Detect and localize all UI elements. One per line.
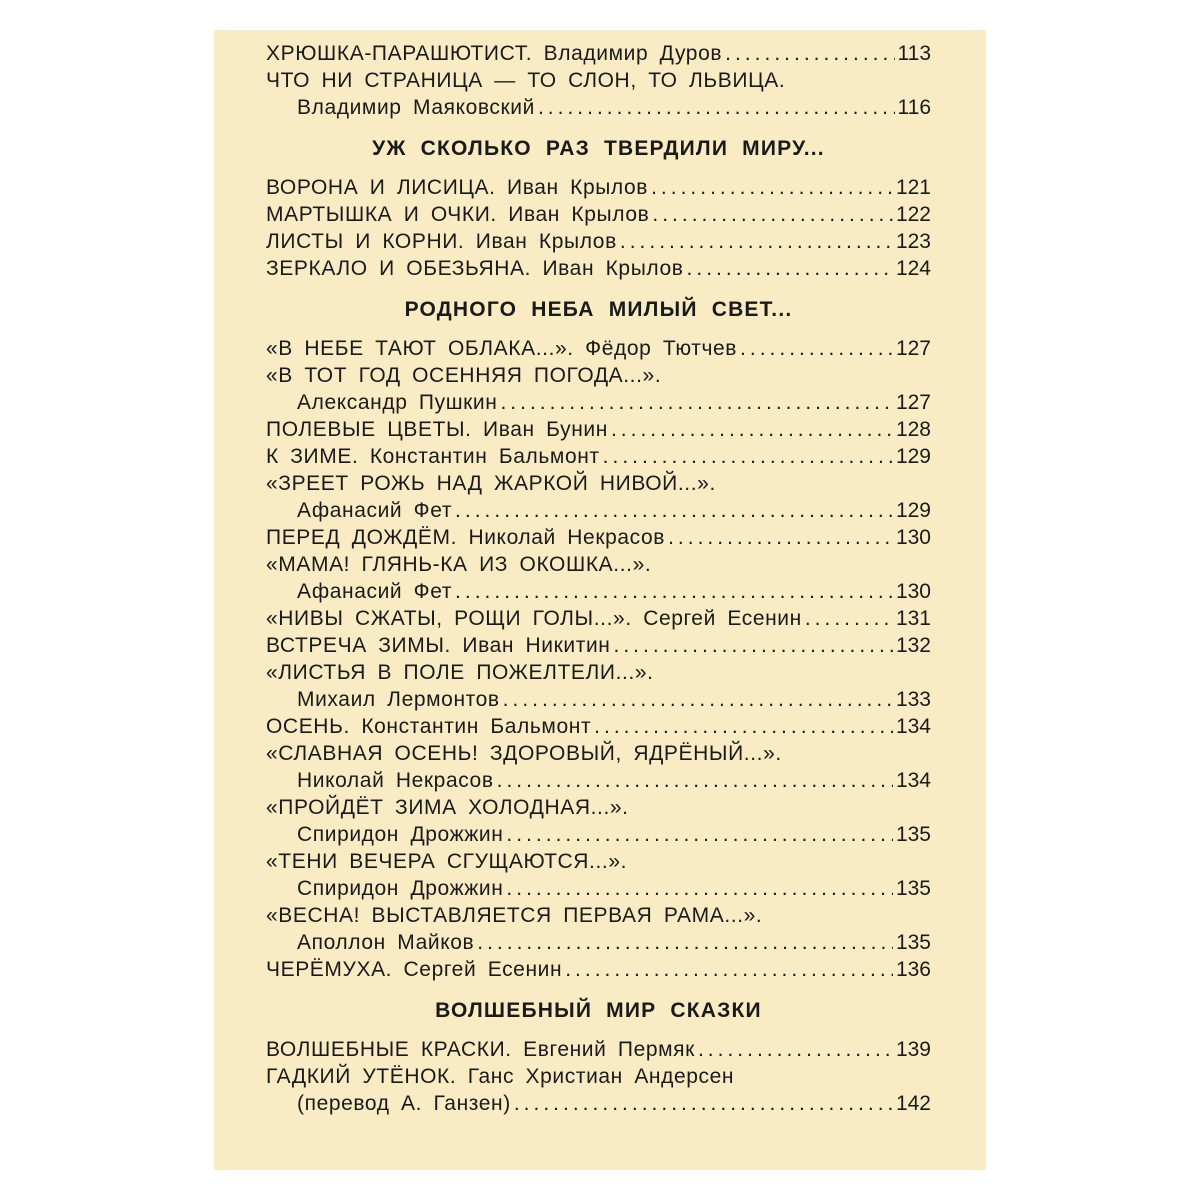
- toc-entry: [266, 740, 931, 767]
- toc-entry-title: «СЛАВНАЯ ОСЕНЬ! ЗДОРОВЫЙ, ЯДРЁНЫЙ...».: [266, 742, 782, 765]
- toc-entry-title: ХРЮШКА-ПАРАШЮТИСТ. Владимир Дуров: [266, 42, 723, 65]
- toc-entry-title: К ЗИМЕ. Константин Бальмонт: [266, 445, 600, 468]
- section-title: РОДНОГО НЕБА МИЛЫЙ СВЕТ...: [404, 298, 793, 321]
- dot-leader: [740, 335, 893, 362]
- dot-leader: [506, 821, 893, 848]
- toc-entry: [266, 524, 931, 551]
- toc-entry: [266, 929, 931, 956]
- toc-page-number: 139: [895, 1038, 931, 1061]
- toc-page-number: 124: [895, 257, 931, 280]
- toc-entry-title: МАРТЫШКА И ОЧКИ. Иван Крылов: [266, 203, 650, 226]
- toc-entry-title: «ЗРЕЕТ РОЖЬ НАД ЖАРКОЙ НИВОЙ...».: [266, 472, 716, 495]
- toc-entry: [266, 201, 931, 228]
- toc-page-number: 129: [895, 499, 931, 522]
- toc-page-number: 121: [895, 176, 931, 199]
- dot-leader: [613, 632, 892, 659]
- toc-page-number: 130: [895, 580, 931, 603]
- toc-page-number: 132: [895, 634, 931, 657]
- toc-entry-title: «НИВЫ СЖАТЫ, РОЩИ ГОЛЫ...». Сергей Есенин: [266, 607, 802, 630]
- toc-page-number: 129: [895, 445, 931, 468]
- dot-leader: [651, 174, 893, 201]
- toc-entry: [266, 659, 931, 686]
- toc-page-number: 122: [895, 203, 931, 226]
- book-page: [214, 30, 986, 1170]
- dot-leader: [497, 767, 893, 794]
- toc-page-number: 142: [895, 1092, 931, 1115]
- dot-leader: [503, 686, 893, 713]
- toc-page-number: 127: [895, 391, 931, 414]
- dot-leader: [652, 201, 893, 228]
- toc-entry: [266, 713, 931, 740]
- toc-page-number: 134: [895, 769, 931, 792]
- toc-entry-title: (перевод А. Ганзен): [297, 1092, 511, 1115]
- toc-entry: [266, 632, 931, 659]
- toc-entry-title: ГАДКИЙ УТЁНОК. Ганс Христиан Андерсен: [266, 1065, 735, 1088]
- dot-leader: [500, 389, 892, 416]
- toc-entry: [266, 821, 931, 848]
- dot-leader: [611, 416, 893, 443]
- toc-entry: [266, 255, 931, 282]
- toc-entry-title: ВСТРЕЧА ЗИМЫ. Иван Никитин: [266, 634, 611, 657]
- toc-entry: [266, 1036, 931, 1063]
- toc-entry-title: Афанасий Фет: [297, 499, 453, 522]
- toc-entry-title: «ПРОЙДЁТ ЗИМА ХОЛОДНАЯ...».: [266, 796, 629, 819]
- toc-entry: [266, 686, 931, 713]
- toc-entry: [266, 416, 931, 443]
- toc-entry: [266, 389, 931, 416]
- toc-page-number: 116: [897, 96, 931, 119]
- toc-entry: [266, 335, 931, 362]
- toc-entry-title: Афанасий Фет: [297, 580, 453, 603]
- toc-entry-title: Михаил Лермонтов: [297, 688, 500, 711]
- toc-page-number: 123: [895, 230, 931, 253]
- toc-entry-title: ЗЕРКАЛО И ОБЕЗЬЯНА. Иван Крылов: [266, 257, 684, 280]
- toc-entry: [266, 551, 931, 578]
- section-title: УЖ СКОЛЬКО РАЗ ТВЕРДИЛИ МИРУ...: [372, 137, 825, 160]
- toc-entry: [266, 794, 931, 821]
- toc-entry-title: «МАМА! ГЛЯНЬ-КА ИЗ ОКОШКА...».: [266, 553, 652, 576]
- toc-entry: [266, 1090, 931, 1117]
- toc-entry: [266, 605, 931, 632]
- dot-leader: [620, 228, 893, 255]
- toc-entry: [266, 40, 931, 67]
- toc-page-number: 113: [897, 42, 931, 65]
- toc-page-number: 130: [895, 526, 931, 549]
- toc-entry: [266, 1063, 931, 1090]
- toc-entry-title: ПЕРЕД ДОЖДЁМ. Николай Некрасов: [266, 526, 666, 549]
- toc-entry-title: ЧТО НИ СТРАНИЦА — ТО СЛОН, ТО ЛЬВИЦА.: [266, 69, 786, 92]
- toc-entry-title: ВОРОНА И ЛИСИЦА. Иван Крылов: [266, 176, 649, 199]
- dot-leader: [603, 443, 893, 470]
- toc-entry: [266, 497, 931, 524]
- dot-leader: [698, 1036, 893, 1063]
- dot-leader: [594, 713, 893, 740]
- toc-entry-title: Аполлон Майков: [297, 931, 475, 954]
- toc-entry: [266, 875, 931, 902]
- dot-leader: [477, 929, 893, 956]
- toc-entry: [266, 174, 931, 201]
- toc-entry-title: ПОЛЕВЫЕ ЦВЕТЫ. Иван Бунин: [266, 418, 608, 441]
- toc-entry: [266, 67, 931, 94]
- toc-page-number: 133: [895, 688, 931, 711]
- toc-entry: [266, 94, 931, 121]
- toc-entry-title: Александр Пушкин: [297, 391, 498, 414]
- toc-entry-title: Владимир Маяковский: [297, 96, 535, 119]
- toc-entry: [266, 443, 931, 470]
- toc-entry-title: ЧЕРЁМУХА. Сергей Есенин: [266, 958, 563, 981]
- toc-entry-title: Спиридон Дрожжин: [297, 823, 504, 846]
- toc-page-number: 135: [895, 877, 931, 900]
- toc-entry: [266, 470, 931, 497]
- toc-entry-title: Николай Некрасов: [297, 769, 494, 792]
- toc-page-number: 127: [895, 337, 931, 360]
- toc-page-number: 136: [895, 958, 931, 981]
- toc-entry-title: ВОЛШЕБНЫЕ КРАСКИ. Евгений Пермяк: [266, 1038, 695, 1061]
- toc-page-number: 131: [895, 607, 931, 630]
- toc-entry-title: «В ТОТ ГОД ОСЕННЯЯ ПОГОДА...».: [266, 364, 662, 387]
- dot-leader: [725, 40, 894, 67]
- dot-leader: [565, 956, 893, 983]
- dot-leader: [687, 255, 893, 282]
- toc-entry: [266, 767, 931, 794]
- toc-page-number: 135: [895, 931, 931, 954]
- dot-leader: [455, 578, 893, 605]
- toc-entry-title: «ЛИСТЬЯ В ПОЛЕ ПОЖЕЛТЕЛИ...».: [266, 661, 654, 684]
- toc-entry-title: «В НЕБЕ ТАЮТ ОБЛАКА...». Фёдор Тютчев: [266, 337, 738, 360]
- toc-entry-title: ОСЕНЬ. Константин Бальмонт: [266, 715, 592, 738]
- dot-leader: [805, 605, 893, 632]
- toc-entry: [266, 362, 931, 389]
- dot-leader: [538, 94, 895, 121]
- dot-leader: [668, 524, 893, 551]
- toc-entry-title: Спиридон Дрожжин: [297, 877, 504, 900]
- toc-entry: [266, 956, 931, 983]
- dot-leader: [455, 497, 893, 524]
- toc-page-number: 128: [895, 418, 931, 441]
- dot-leader: [514, 1090, 893, 1117]
- toc-entry-title: «ТЕНИ ВЕЧЕРА СГУЩАЮТСЯ...».: [266, 850, 628, 873]
- toc-entry: [266, 902, 931, 929]
- toc-page-number: 135: [895, 823, 931, 846]
- toc-entry-title: ЛИСТЫ И КОРНИ. Иван Крылов: [266, 230, 617, 253]
- toc-entry: [266, 228, 931, 255]
- dot-leader: [506, 875, 893, 902]
- toc-entry: [266, 578, 931, 605]
- section-title: ВОЛШЕБНЫЙ МИР СКАЗКИ: [435, 999, 762, 1022]
- toc-entry: [266, 848, 931, 875]
- toc-entry-title: «ВЕСНА! ВЫСТАВЛЯЕТСЯ ПЕРВАЯ РАМА...».: [266, 904, 763, 927]
- toc-page-number: 134: [895, 715, 931, 738]
